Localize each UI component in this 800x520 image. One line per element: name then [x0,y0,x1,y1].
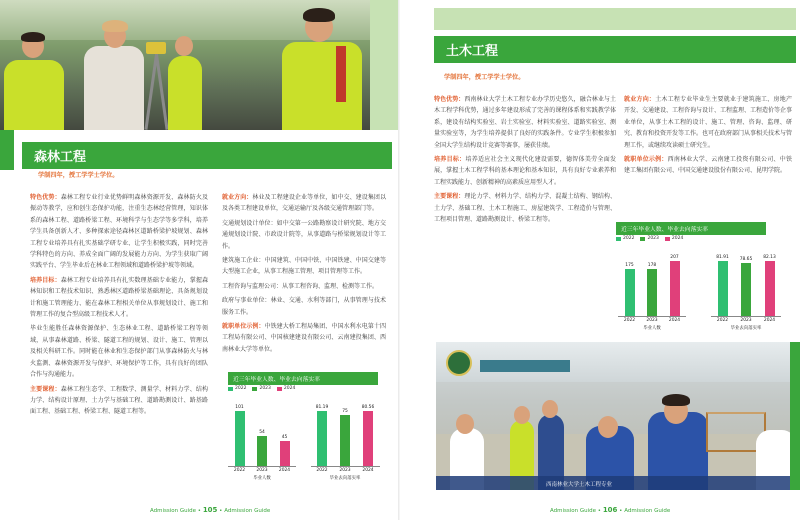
chart-bar-2022 [235,411,245,466]
chart-data-label: 81.19 [315,404,329,410]
chart-tick-label: 2023 [740,318,752,323]
paragraph-goal-extra [30,323,208,380]
chart-axis-title: 毕业人数 [253,476,271,481]
chart-graduates-forest [222,400,302,484]
chart-data-label: 80.56 [361,405,375,411]
photo-person [168,56,202,130]
legend-swatch [640,237,645,241]
right-column-1 [434,94,616,228]
chart-tick-label: 2022 [316,468,328,473]
label-goal: 培养目标： [434,156,466,164]
chart-bar-2023 [647,269,657,316]
chart-tick-label: 2023 [339,468,351,473]
chart-legend [616,236,683,241]
right-page [400,0,800,520]
photo-person [84,46,144,130]
photo-hair [662,394,690,406]
footer-text: Admission Guide [224,508,271,514]
paragraph-employers [624,154,792,177]
text-feature: 西南林业大学土木工程专业办学历史悠久，融合林业与土木工程学科优势，通过多年建设形成了完善的课程体系和实践教学体系，建设有结构实验室、岩土实验室、材料实验室、道路实验室、测量实验室等，为学生培养提供了良好的实践条件。专业学生积极参加全国大学生结构设计竞赛等赛事，屡获佳绩。 [434,96,616,149]
chart-bar-2023 [741,263,751,316]
page-number: 106 [602,506,618,514]
label-employers: 就职单位示例： [222,323,265,331]
section-title: 土木工程 [434,36,796,63]
chart-bar-2022 [625,269,635,316]
legend-label: 2023 [647,236,659,241]
chart-banner: 近三年毕业人数、毕业去向落实率 [228,372,378,385]
legend-item [616,236,634,241]
section-title: 森林工程 [22,142,392,169]
chart-baseline [228,466,296,467]
text-career: 土木工程专业毕业生主要就业于建筑施工、房地产开发、交通建设、工程咨询与设计、工程监理、工程造价等企事业单位，从事土木工程的设计、施工、管理、咨询、监理、研究、教育和投资开发等工作。也可在政府部门从事相关技术与管理工作，或继续攻读硕士研究生。 [624,96,793,149]
chart-bar-2024 [280,441,290,466]
legend-item [277,386,295,391]
paragraph-feature [30,192,208,272]
footer-text: Admission Guide [550,508,597,514]
label-feature: 特色优势： [30,194,61,201]
label-courses: 主要课程： [30,385,61,393]
legend-item [228,386,246,391]
photo-hat [102,20,128,32]
paragraph-employers [222,321,386,355]
degree-info: 学制四年，授工学学士学位。 [38,172,119,179]
chart-bar-2022 [317,411,327,466]
text-career-5: 政府与事业单位：林业、交通、水利等部门，从事管理与技术服务工作。 [222,297,386,316]
decorative-green-block [434,8,796,30]
chart-tick-label: 2022 [623,318,636,323]
chart-data-label: 82.13 [763,254,776,260]
chart-data-label: 45 [281,435,288,441]
photo-emblem [446,350,472,376]
photo-hair [303,8,335,22]
legend-label: 2022 [235,386,247,391]
page-number: 105 [202,506,218,514]
photo-head [598,416,618,438]
chart-data-label: 175 [625,263,634,269]
text-goal: 森林工程专业培养具有扎实数理基础专业能力，掌握森林知识和工程技术知识、熟悉林区道路桥梁基础理论、具备规划设计和施工管理能力、能在森林工程相关单位从事规划设计、施工和管理工作的复合型高级工程技术人才。 [30,276,208,319]
legend-swatch [228,387,233,391]
decorative-green-strip [0,130,14,170]
chart-data-label: 54 [259,430,265,436]
paragraph-goal [434,154,616,188]
competition-photo [436,342,800,490]
label-career: 就业方向： [222,194,253,201]
photo-head [175,36,193,56]
paragraph-career-4 [222,281,386,292]
text-career: 林业及工程建设企业等单位，如中交、建设集团以及各类工程建设单位，交通运输厅及各级交通管理部门等。 [222,194,386,213]
legend-label: 2024 [671,236,684,241]
legend-item [665,236,683,241]
legend-label: 2024 [283,386,296,391]
paragraph-courses [30,384,208,418]
legend-label: 2023 [259,386,271,391]
footer-text: Admission Guide [624,508,671,514]
chart-tick-label: 2023 [646,318,658,323]
chart-legend [228,386,295,391]
legend-swatch [616,237,621,241]
label-employers: 就职单位示例： [624,156,668,164]
legend-item [252,386,270,391]
photo-head [514,406,530,424]
chart-data-label: 81.91 [716,254,729,260]
decorative-green-block [370,0,400,130]
chart-data-label: 78.65 [739,257,753,263]
chart-bar-2023 [340,415,350,466]
legend-label: 2022 [623,236,635,241]
photo-head [456,414,474,434]
photo-head [542,400,558,418]
left-column-2 [222,192,386,358]
footer-right: Admission Guide • 106 • Admission Guide [550,506,671,514]
chart-tick-label: 2024 [362,468,374,473]
chart-graduates-civil [612,250,692,334]
footer-left: Admission Guide • 105 • Admission Guide [150,506,271,514]
chart-data-label: 75 [342,408,348,414]
chart-axis-title: 毕业人数 [643,326,661,331]
chart-axis-title: 毕业去向落实率 [329,476,361,481]
label-feature: 特色优势： [434,96,465,103]
chart-data-label: 101 [235,404,244,410]
text-courses: 理论力学、材料力学、结构力学、混凝土结构、钢结构、土力学、基础工程、土木工程施工、房屋建筑学、工程造价与管理、工程项目管理、道路勘测设计、桥梁工程等。 [434,193,616,224]
legend-item [640,236,658,241]
chart-tick-label: 2022 [233,468,246,473]
photo-caption: 西南林业大学土木工程专业 [436,476,800,490]
text-goal: 培养适应社会主义现代化建设需要，德智体美劳全面发展，掌握土木工程学科的基本理论和基本知识，具有良好专业素养和工程实践能力、创新精神的高素质应用型人才。 [434,156,616,186]
chart-baseline [618,316,686,317]
chart-banner: 近三年毕业人数、毕业去向落实率 [616,222,766,235]
footer-text: Admission Guide [150,508,197,514]
photo-banner [480,360,570,372]
paragraph-career-3 [222,255,386,278]
text-courses: 森林工程生态学、工程数学、测量学、材料力学、结构力学、结构设计原理、土力学与基础工程、道路勘测设计、路基路面工程、基础工程、桥梁工程、隧道工程等。 [30,385,208,416]
chart-bar-2022 [718,261,728,316]
left-column-1 [30,192,208,421]
chart-tick-label: 2024 [668,318,681,323]
right-column-2 [624,94,792,180]
text-employers: 西南林业大学、云南建工投资有限公司、中铁建工集团有限公司、中国交通建设股份有限公司、昆明学院。 [624,156,792,175]
photo-hair [21,32,45,42]
decorative-green-strip [790,342,800,490]
photo-tripod [154,50,168,130]
paragraph-career [222,192,386,215]
text-goal-extra: 毕业生能胜任森林资源保护、生态林业工程、道路桥梁工程等领域，从事森林道路、桥梁、隧道工程的规划、设计、施工、管理以及相关科研工作。同时能在林业和生态保护部门从事森林防火与林火监测、森林资源开发与保护、环境保护等工作，具有良好的团队合作与沟通能力。 [30,325,208,379]
paragraph-career-2 [222,218,386,252]
chart-tick-label: 2024 [763,318,776,323]
text-career-3: 建筑施工企业：中国建筑、中国中铁、中国铁建、中国交建等大型施工企业，从事工程施工管理、项目管理等工作。 [222,257,386,276]
photo-level-instrument [146,42,166,54]
chart-bar-2024 [363,411,373,466]
chart-tick-label: 2023 [256,468,268,473]
paragraph-courses [434,191,616,225]
chart-data-label: 178 [647,262,657,268]
chart-baseline [311,466,380,467]
chart-employment-rate-civil [704,250,788,334]
chart-bar-2023 [257,436,267,466]
surveying-students-photo [0,0,370,130]
chart-tick-label: 2024 [278,468,291,473]
label-goal: 培养目标： [30,276,61,284]
chart-bar-2024 [765,261,775,316]
paragraph-feature [434,94,616,151]
label-career: 就业方向： [624,96,656,103]
photo-person [4,60,64,130]
photo-person [282,42,362,130]
chart-baseline [711,316,782,317]
chart-employment-rate-forest [304,400,386,484]
chart-axis-title: 毕业去向落实率 [730,326,762,331]
label-courses: 主要课程： [434,193,465,201]
chart-data-label: 207 [670,254,679,260]
chart-tick-label: 2022 [716,318,729,323]
text-career-2: 交通规划设计单位：如中交第一公路勘察设计研究院、地方交通规划设计院、市政设计院等，从事道路与桥梁规划设计等工作。 [222,219,386,250]
legend-swatch [252,387,257,391]
degree-info: 学制四年，授工学学士学位。 [444,74,525,81]
legend-swatch [277,387,282,391]
text-career-4: 工程咨询与监理公司：从事工程咨询、监理、检测等工作。 [222,282,379,290]
chart-bar-2024 [670,261,680,316]
paragraph-goal [30,275,208,321]
text-employers: 中铁建大桥工程局集团、中国水利水电第十四工程局有限公司、中国核建建设有限公司、云南建投集团、西南林业大学等单位。 [222,323,386,353]
photo-survey-pole [336,46,346,102]
legend-swatch [665,237,670,241]
paragraph-career [624,94,792,151]
text-feature: 森林工程专业行业优势鲜明森林资源开发、森林防火及振动等教学，应和创生态保护功能，注重生态林经营管理，知识体系的森林工程、道路桥梁工程、环境科学与生态学等多学科，培养学生具备创新人才、多种探索途径森林区道路桥梁护坡规划、森林工程专业培养具有扎实基础学研专业、让学生积极实践，同时完善学科特色的方向、养成全面广阔的发展能力方向、为学生获取广阔实践平台、学生毕业后在林业工程领域和道路桥梁护坡等领域。 [30,194,208,270]
paragraph-career-5 [222,295,386,318]
